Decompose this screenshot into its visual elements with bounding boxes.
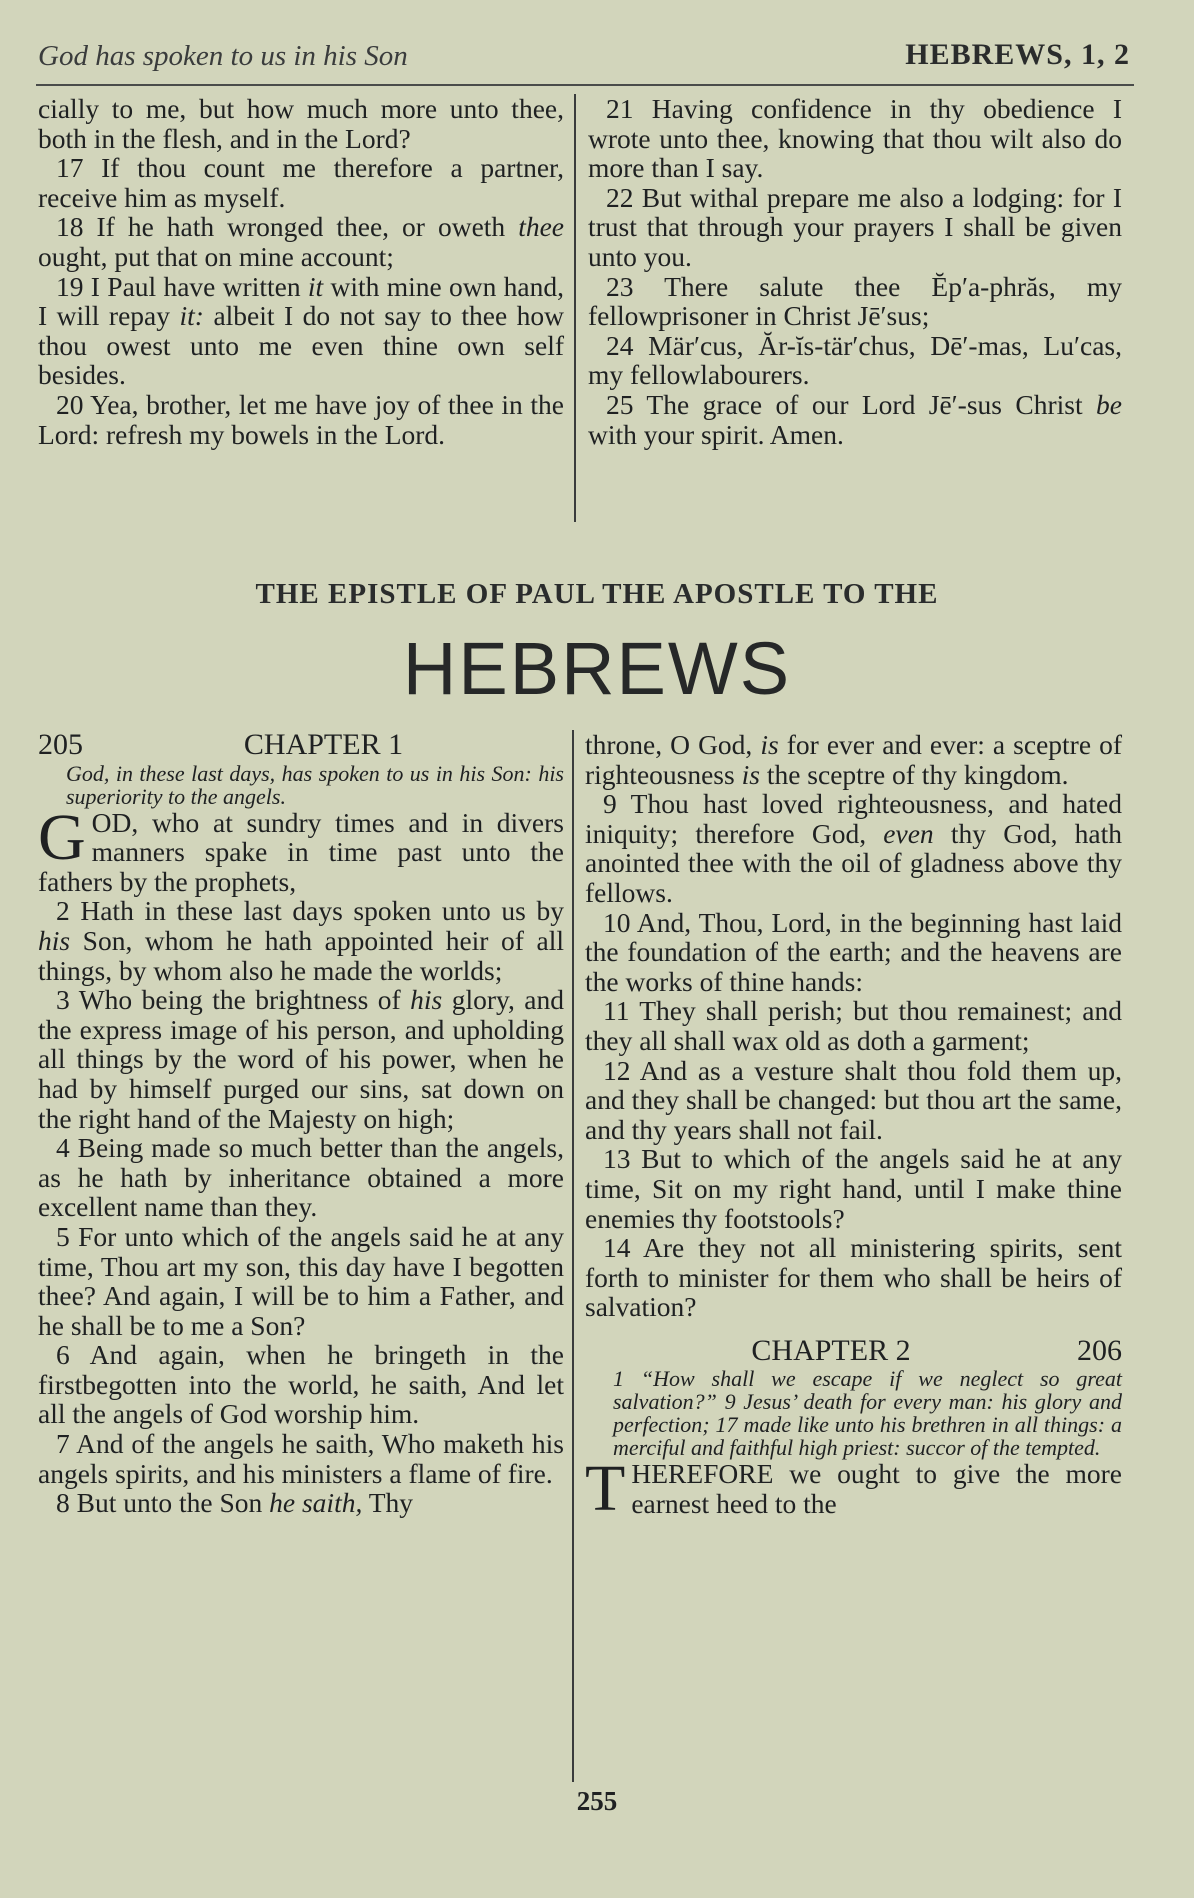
verse-25: 25 The grace of our Lord Jē′-sus Christ be with your spirit. Amen. [588,388,1122,450]
verse-continuation: cially to me, but how much more unto thee, both in the flesh, and in the Lord? [38,93,564,154]
drop-cap: T [585,1452,626,1526]
running-head-left: God has spoken to us in his Son [38,40,408,72]
book-title: HEBREWS [402,627,792,710]
verse-1: GOD, who at sundry times and in divers manners spake in time past unto the fathers by the prophets, [38,800,564,897]
verse-1: THEREFORE we ought to give the more earnest heed to the [585,1452,1122,1526]
chapter-summary: God, in these last days, has spoken to us in his Son: his superiority to the angels. [66,760,564,809]
running-head-right: HEBREWS, 1, 2 [905,38,1130,71]
verse-21: 21 Having confidence in thy obedience I wrote unto thee, knowing that thou wilt also do more than I say. [588,93,1122,184]
chapter-summary: 1 “How shall we escape if we neglect so great salvation?” 9 Jesus’ death for every man: his glory and perfection; 17 made like unto his brethren in all things: a merciful and faithful high priest: succor of the tempted. [613,1366,1122,1461]
verse-3: 3 Who being the brightness of his glory, and the express image of his person, and upholding all things by the word of his power, when he had by himself purged our sins, sat down on the right hand of the Majesty on high; [38,984,565,1134]
chapter-1-heading [38,730,564,760]
header-rule [36,84,1134,86]
verse-6: 6 And again, when he bringeth in the firstbegotten into the world, he saith, And let all the angels of God worship him. [38,1339,564,1430]
verse-12: 12 And as a vesture shalt thou fold them up, and they shall be changed: but thou art the same, and thy years shall not fail. [585,1054,1122,1145]
verse-20: 20 Yea, brother, let me have joy of thee in the Lord: refresh my bowels in the Lord. [38,388,564,450]
epistle-title: THE EPISTLE OF PAUL THE APOSTLE TO THE [255,578,939,610]
philemon-column-left [38,94,564,449]
reference-number: 206 [1077,1333,1122,1367]
verse-24: 24 Mär′cus, Ăr-ĭs-tär′chus, Dē′-mas, Lu′cas, my fellowlabourers. [588,329,1122,391]
hebrews-column-left [38,730,564,1518]
verse-11: 11 They shall perish; but thou remainest; and they all shall wax old as doth a garment; [585,995,1122,1056]
verse-18: 18 If he hath wronged thee, or oweth thee ought, put that on mine account; [38,211,564,272]
verse-23: 23 There salute thee Ĕp′a-phrăs, my fellowprisoner in Christ Jē′sus; [588,270,1122,332]
chapter-title: CHAPTER 2 [751,1333,911,1367]
verse-4: 4 Being made so much better than the angels, as he hath by inheritance obtained a more excellent name than they. [38,1132,564,1223]
verse-5: 5 For unto which of the angels said he at any time, Thou art my son, this day have I begotten thee? And again, I will be to him a Father, and he shall be to me a Son? [38,1220,564,1341]
verse-22: 22 But withal prepare me also a lodging: for I trust that through your prayers I shall be given unto you. [588,181,1122,272]
verse-13: 13 But to which of the angels said he at any time, Sit on my right hand, until I make thine enemies thy footstools? [585,1143,1122,1234]
column-divider-bottom [572,730,574,1782]
verse-10: 10 And, Thou, Lord, in the beginning hast laid the foundation of the earth; and the heavens are the works of thine hands: [585,906,1122,997]
verse-19: 19 I Paul have written it with mine own hand, I will repay it: albeit I do not say to thee how thou owest unto me even thine own self besides. [38,270,564,391]
verse-8-continuation: throne, O God, is for ever and ever: a sceptre of righteousness is the sceptre of thy kingdom. [585,729,1122,790]
verse-7: 7 And of the angels he saith, Who maketh his angels spirits, and his ministers a flame of fire. [38,1428,564,1489]
reference-number: 205 [38,728,83,761]
chapter-title: CHAPTER 1 [243,728,404,761]
verse-8: 8 But unto the Son he saith, Thy [56,1487,414,1519]
drop-cap: G [38,800,86,874]
page-number: 255 [576,1786,618,1816]
verse-9: 9 Thou hast loved righteousness, and hated iniquity; therefore God, even thy God, hath anointed thee with the oil of gladness above thy fellows. [585,788,1122,908]
verse-2: 2 Hath in these last days spoken unto us by his Son, whom he hath appointed heir of all things, by whom also he made the worlds; [38,895,564,986]
verse-17: 17 If thou count me therefore a partner, receive him as myself. [38,152,564,213]
verse-14: 14 Are they not all ministering spirits, sent forth to minister for them who shall be heirs of salvation? [585,1232,1122,1323]
column-divider-top [574,94,576,522]
hebrews-column-right [585,729,1122,1526]
philemon-column-right [588,94,1122,449]
chapter-2-heading [585,1333,1122,1367]
